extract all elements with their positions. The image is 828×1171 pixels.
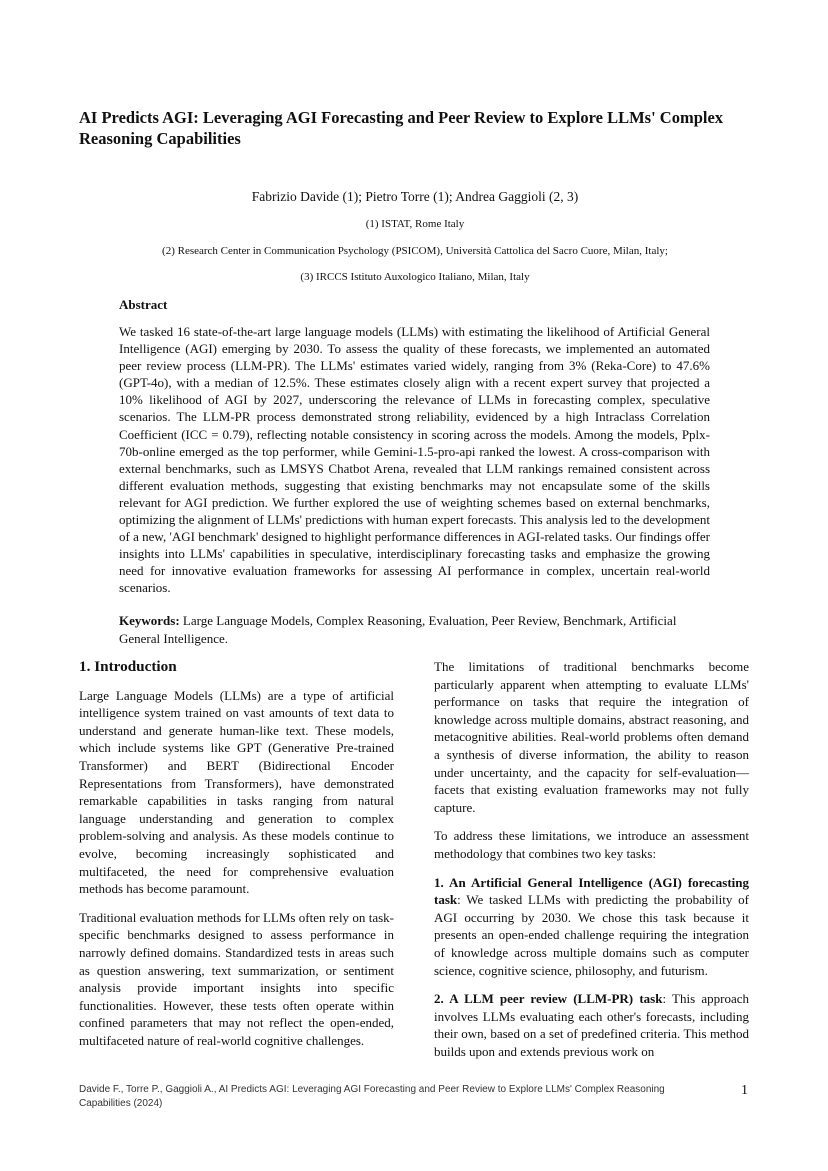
keywords xyxy=(119,612,710,647)
body-paragraph-methodology: To address these limitations, we introduce an assessment methodology that combines two key tasks: xyxy=(434,828,749,861)
section-heading-introduction: 1. Introduction xyxy=(79,658,177,675)
paper-title: AI Predicts AGI: Leveraging AGI Forecasting and Peer Review to Explore LLMs' Complex Reasoning Capabilities xyxy=(79,108,724,148)
left-column xyxy=(79,658,394,1060)
footer-citation: Davide F., Torre P., Gaggioli A., AI Predicts AGI: Leveraging AGI Forecasting and Peer Review to Explore LLMs' Complex Reasoning Capabilities (2024) xyxy=(79,1084,665,1109)
abstract-heading: Abstract xyxy=(119,297,168,312)
keywords-text: Large Language Models, Complex Reasoning, Evaluation, Peer Review, Benchmark, Artificial General Intelligence. xyxy=(119,613,677,646)
intro-paragraph-2: Traditional evaluation methods for LLMs often rely on task-specific benchmarks designed to assess performance in narrowly defined domains. Standardized tests in areas such as question answering, text summarization, or sentiment analysis provide important insights into specific functionalities. However, these tests often operate within confined parameters that may not reflect the open-ended, multifaceted nature of real-world cognitive challenges. xyxy=(79,909,394,1048)
page-number: 1 xyxy=(741,1083,748,1098)
task-item-forecasting xyxy=(434,874,749,980)
keywords-label: Keywords: xyxy=(119,613,180,628)
task-text-forecasting: : We tasked LLMs with predicting the probability of AGI occurring by 2030. We chose this task because it presents an open-ended challenge requiring the integration of knowledge across multiple domains such as computer science, cognitive science, philosophy, and futurism. xyxy=(434,892,749,978)
affiliation-2: (2) Research Center in Communication Psychology (PSICOM), Università Cattolica del Sacro Cuore, Milan, Italy; xyxy=(162,245,668,257)
body-paragraph-limitations: The limitations of traditional benchmarks become particularly apparent when attempting to evaluate LLMs' performance on tasks that require the integration of knowledge across multiple domains, abstract reasoning, and metacognitive abilities. Real-world problems often demand a synthesis of diverse information, the ability to reason under uncertainty, and the capacity for self-evaluation—facets that existing evaluation frameworks may not fully capture. xyxy=(434,659,749,815)
intro-paragraph-1: Large Language Models (LLMs) are a type of artificial intelligence system trained on vast amounts of text data to understand and generate human-like text. These models, which include systems like GPT (Generative Pre-trained Transformer) and BERT (Bidirectional Encoder Representations from Transformers), have demonstrated remarkable capabilities in tasks ranging from natural language understanding and generation to complex problem-solving and analysis. As these models continue to evolve, becoming increasingly sophisticated and multifaceted, the need for comprehensive evaluation methods has become paramount. xyxy=(79,687,394,897)
task-text-peer-review: : This approach involves LLMs evaluating each other's forecasts, including their own, based on a set of predefined criteria. This method builds upon and extends previous work on xyxy=(434,991,749,1059)
task-lead-peer-review: 2. A LLM peer review (LLM-PR) task xyxy=(434,991,663,1007)
affiliation-1: (1) ISTAT, Rome Italy xyxy=(365,218,465,230)
task-lead-forecasting: 1. An Artificial General Intelligence (AGI) forecasting task xyxy=(434,874,749,908)
right-column xyxy=(434,658,749,1071)
task-item-peer-review xyxy=(434,990,749,1060)
author-list: Fabrizio Davide (1); Pietro Torre (1); Andrea Gaggioli (2, 3) xyxy=(251,189,579,204)
affiliation-3: (3) IRCCS Istituto Auxologico Italiano, Milan, Italy xyxy=(300,271,530,283)
abstract-text: We tasked 16 state-of-the-art large language models (LLMs) with estimating the likelihood of Artificial General Intelligence (AGI) emerging by 2030. To assess the quality of these forecasts, we implemented an automated peer review process (LLM-PR). The LLMs' estimates varied widely, ranging from 3% (Reka-Core) to 47.6% (GPT-4o), with a median of 12.5%. These estimates closely align with a recent expert survey that projected a 10% likelihood of AGI by 2027, underscoring the relevance of LLMs in forecasting complex, speculative scenarios. The LLM-PR process demonstrated strong reliability, evidenced by a high Intraclass Correlation Coefficient (ICC = 0.79), reflecting notable consistency in scoring across the models. Among the models, Pplx-70b-online emerged as the top performer, while Gemini-1.5-pro-api ranked the lowest. A cross-comparison with external benchmarks, such as LMSYS Chatbot Arena, revealed that LLM rankings remained consistent across different evaluation methods, suggesting that existing benchmarks may not encapsulate some of the skills relevant for AGI prediction. We further explored the use of weighting schemes based on external benchmarks, optimizing the alignment of LLMs' predictions with human expert forecasts. This analysis led to the development of a new, 'AGI benchmark' designed to highlight performance differences in AGI-related tasks. Our findings offer insights into LLMs' capabilities in speculative, interdisciplinary forecasting tasks and emphasize the growing need for innovative evaluation frameworks for assessing AI performance in complex, uncertain real-world scenarios. xyxy=(119,324,710,596)
